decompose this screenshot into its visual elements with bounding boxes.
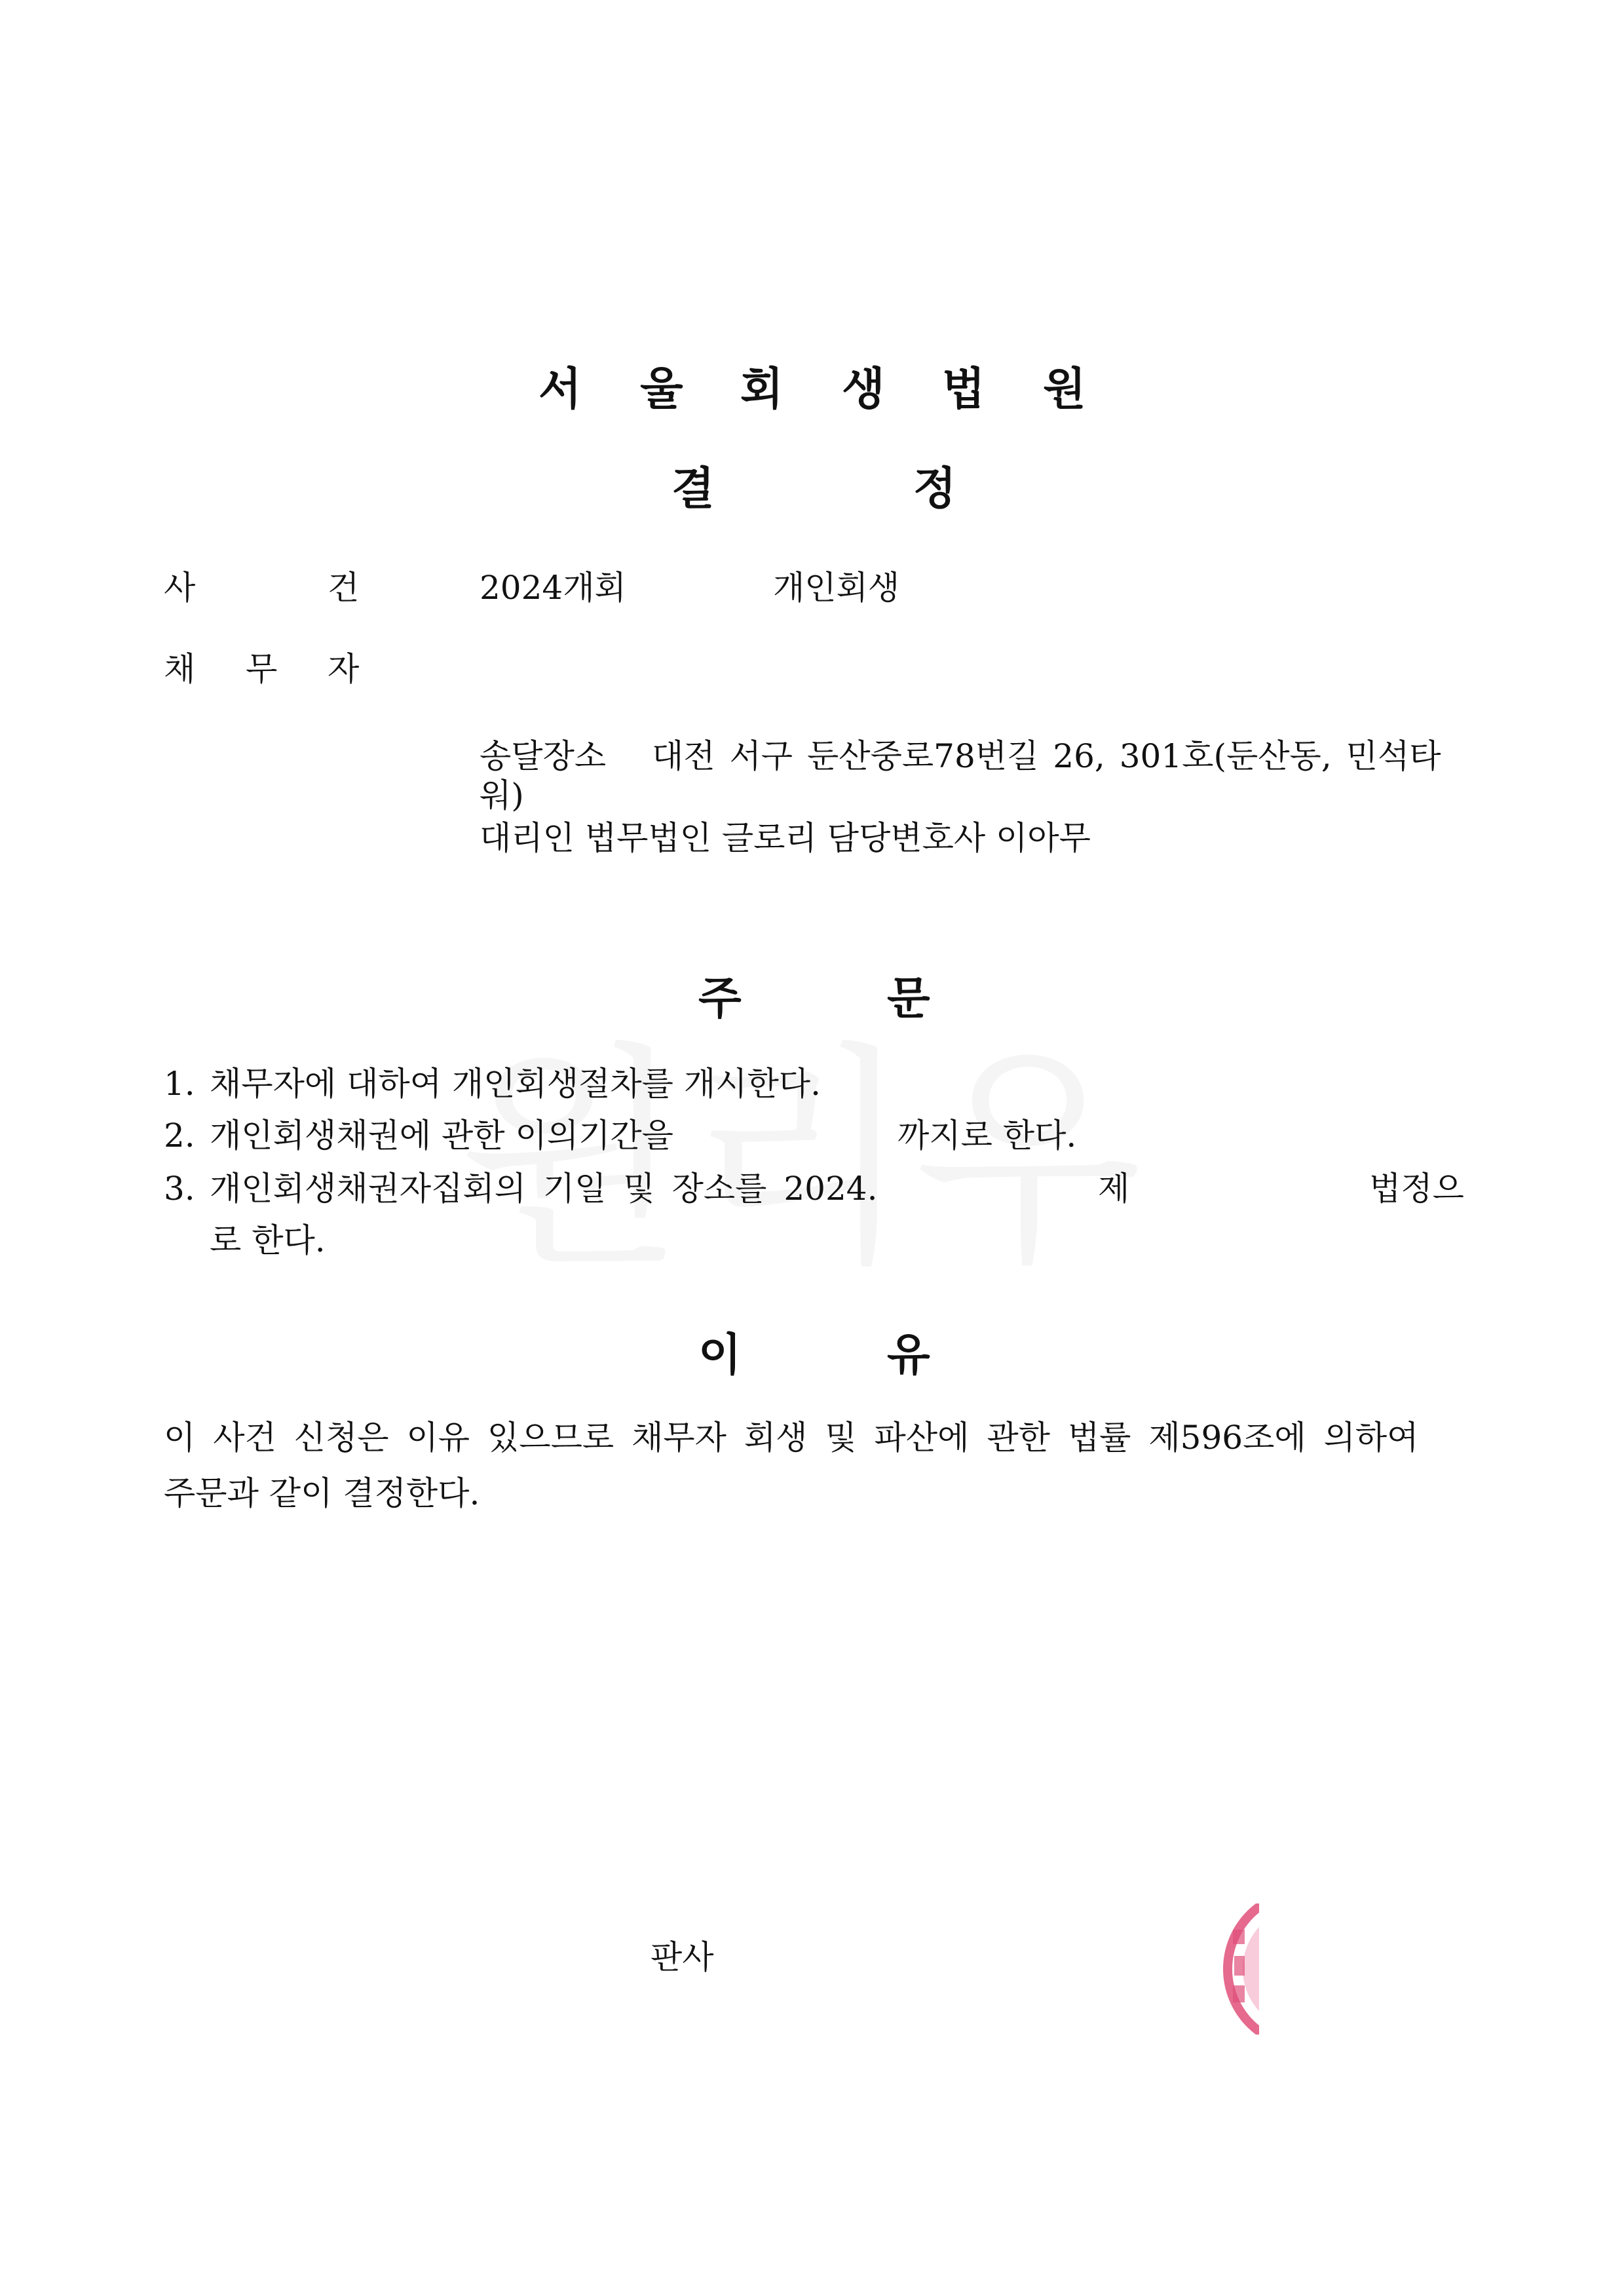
debtor-label-char: 자 [328,650,360,688]
service-address-line2: 워) [480,776,524,814]
court-name-char: 회 [740,364,784,415]
order-heading-char: 주 [698,973,742,1025]
court-name-char: 생 [842,364,885,415]
order-item-text: 법정으 [1369,1170,1464,1208]
service-address-label: 송달장소 [480,737,607,775]
court-name-char: 법 [942,364,985,415]
document-type-char: 결 [671,463,715,515]
order-item-number: 3. [164,1170,195,1208]
order-item-text: 제 [1098,1170,1130,1208]
debtor-agent: 대리인 법무법인 글로리 담당변호사 이아무 [480,819,1091,857]
case-number: 2024개회 [480,569,626,607]
order-item-text: 채무자에 대하여 개인회생절차를 개시한다. [210,1065,821,1103]
order-item-number: 1. [164,1065,195,1103]
case-label-char: 건 [328,569,360,607]
judge-label: 판사 [651,1938,714,1976]
reason-line: 이 사건 신청은 이유 있으므로 채무자 회생 및 파산에 관한 법률 제596조에 의하여 [164,1419,1419,1457]
court-name-char: 서 [538,364,582,415]
case-type: 개인회생 [773,569,900,607]
order-item-number: 2. [164,1117,195,1155]
debtor-label-char: 채 [164,650,196,688]
order-item-text: 개인회생채권자집회의 기일 및 장소를 2024. [210,1170,878,1208]
order-item-text: 로 한다. [210,1221,326,1259]
document-type-char: 정 [913,463,956,515]
case-label-char: 사 [164,569,196,607]
order-item-text: 개인회생채권에 관한 이의기간을 [210,1117,673,1155]
court-name-char: 원 [1043,364,1086,415]
order-heading-char: 문 [887,973,930,1025]
reason-heading-char: 이 [698,1330,742,1381]
service-address-line1: 대전 서구 둔산중로78번길 26, 301호(둔산동, 민석타 [652,737,1441,775]
seal-icon [1220,1904,1259,2035]
court-seal [1220,1904,1259,2035]
order-item-text: 까지로 한다. [897,1117,1077,1155]
reason-heading-char: 유 [887,1330,930,1381]
debtor-label-char: 무 [246,650,278,688]
court-name-char: 울 [640,364,683,415]
reason-line: 주문과 같이 결정한다. [164,1474,480,1512]
